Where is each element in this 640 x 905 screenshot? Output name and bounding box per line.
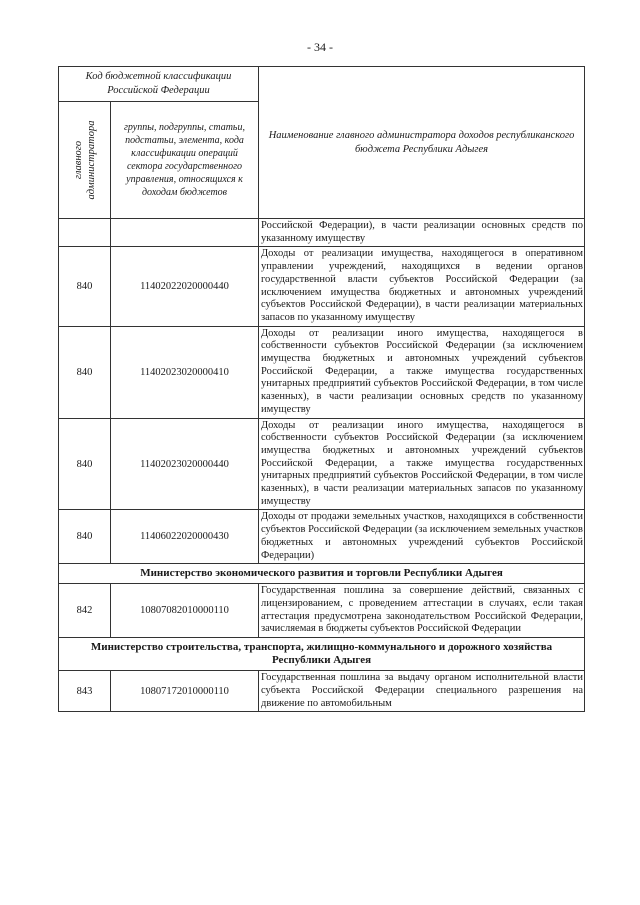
administrator-name-header: Наименование главного администратора доходов республиканского бюджета Республики Адыгея — [259, 67, 585, 219]
page-number: - 34 - — [307, 40, 333, 54]
classification-code-cell: 11402023020000410 — [111, 326, 259, 418]
classification-code-cell: 11402023020000440 — [111, 418, 259, 510]
classification-code-cell: 10807172010000110 — [111, 671, 259, 712]
table-row — [59, 418, 585, 510]
income-name-cell: Российской Федерации), в части реализации основных средств по указанному имуществу — [259, 219, 585, 247]
table-header — [59, 67, 585, 219]
admin-code-cell: 842 — [59, 584, 111, 638]
admin-code-cell: 843 — [59, 671, 111, 712]
code-classification-header: Код бюджетной классификации Российской Федерации — [59, 67, 259, 102]
table-row — [59, 510, 585, 564]
section-row — [59, 638, 585, 671]
admin-code-cell: 840 — [59, 247, 111, 326]
admin-code-cell — [59, 219, 111, 247]
income-name-cell: Государственная пошлина за совершение действий, связанных с лицензированием, с проведением аттестации в случаях, если такая аттестация предусмотрена законодательством Российской Федерации, зачисляемая в бюджеты субъектов Российской Федерации — [259, 584, 585, 638]
income-name-cell: Доходы от реализации иного имущества, находящегося в собственности субъектов Российской Федерации (за исключением имущества бюджетных и автономных учреждений субъектов Российской Федерации, а также имущества государственных унитарных предприятий субъектов Российской Федерации, в том числе казенных), в части реализации материальных запасов по указанному имуществу — [259, 418, 585, 510]
section-title: Министерство строительства, транспорта, жилищно-коммунального и дорожного хозяйства Республики Адыгея — [59, 638, 585, 671]
table-row — [59, 219, 585, 247]
admin-code-header-label: главного администратора — [72, 120, 97, 200]
classification-code-cell: 11402022020000440 — [111, 247, 259, 326]
admin-code-cell: 840 — [59, 326, 111, 418]
classification-code-cell: 11406022020000430 — [111, 510, 259, 564]
classification-code-cell: 10807082010000110 — [111, 584, 259, 638]
table-row — [59, 671, 585, 712]
income-name-cell: Доходы от продажи земельных участков, находящихся в собственности субъектов Российской Федерации (за исключением земельных участков бюджетных и автономных учреждений субъектов Российской Федерации) — [259, 510, 585, 564]
section-row — [59, 564, 585, 584]
income-name-cell: Доходы от реализации иного имущества, находящегося в собственности субъектов Российской Федерации (за исключением имущества бюджетных и автономных учреждений субъектов Российской Федерации, а также имущества государственных унитарных предприятий субъектов Российской Федерации, в том числе казенных), в части реализации основных средств по указанному имуществу — [259, 326, 585, 418]
table-row — [59, 584, 585, 638]
classification-code-cell — [111, 219, 259, 247]
budget-classification-table — [58, 66, 585, 712]
table-body — [59, 219, 585, 712]
admin-code-cell: 840 — [59, 510, 111, 564]
group-code-header: группы, подгруппы, статьи, подстатьи, элемента, кода классификации операций сектора государственного управления, относящихся к доходам бюджетов — [111, 102, 259, 219]
section-title: Министерство экономического развития и торговли Республики Адыгея — [59, 564, 585, 584]
table-row — [59, 247, 585, 326]
admin-code-header — [59, 102, 111, 219]
table-row — [59, 326, 585, 418]
admin-code-cell: 840 — [59, 418, 111, 510]
income-name-cell: Государственная пошлина за выдачу органом исполнительной власти субъекта Российской Федерации специального разрешения на движение по автомобильным — [259, 671, 585, 712]
income-name-cell: Доходы от реализации имущества, находящегося в оперативном управлении учреждений, находящихся в ведении органов государственной власти субъектов Российской Федерации (за исключением имущества бюджетных и автономных учреждений субъектов Российской Федерации), в части реализации материальных запасов по указанному имуществу — [259, 247, 585, 326]
